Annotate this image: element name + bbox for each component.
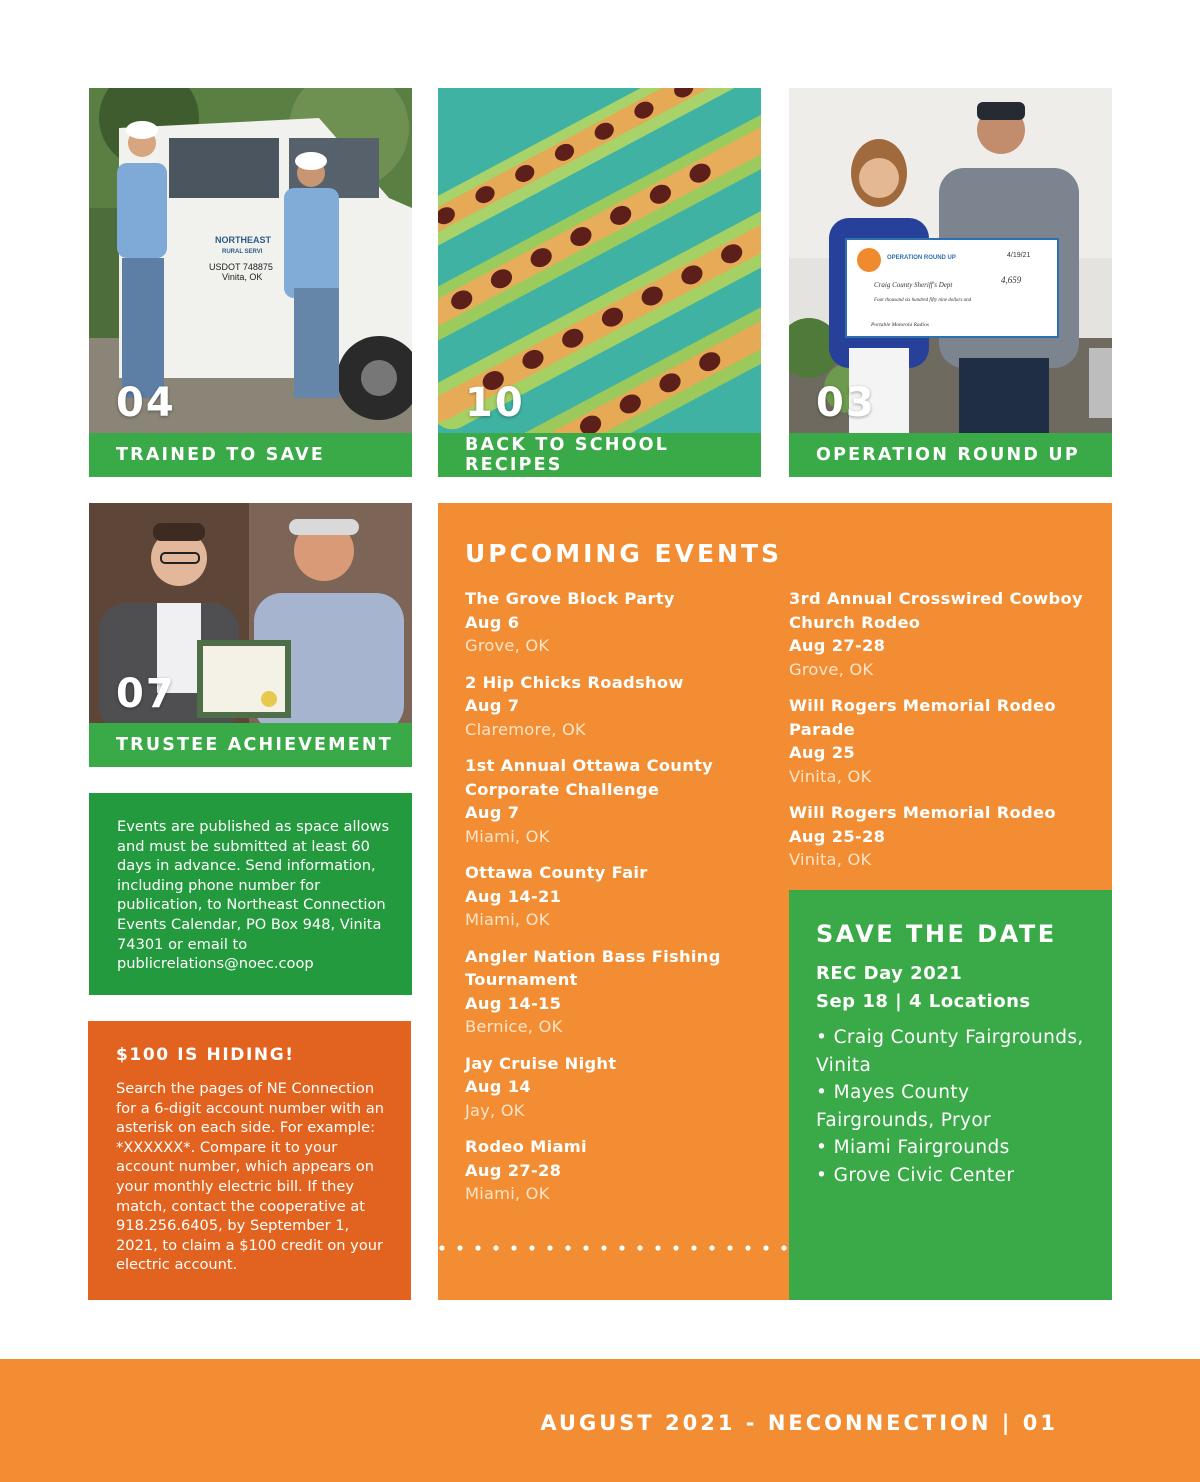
feature-card-trained-to-save[interactable] bbox=[89, 88, 412, 477]
event-item bbox=[465, 671, 740, 742]
event-date: Aug 7 bbox=[465, 803, 520, 822]
location-item: • Mayes County Fairgrounds, Pryor bbox=[816, 1082, 992, 1131]
footer-issue-label: AUGUST 2021 - NECONNECTION | 01 bbox=[540, 1411, 1058, 1435]
event-title: 3rd Annual Crosswired Cowboy Church Rodeo bbox=[789, 589, 1083, 632]
event-title: The Grove Block Party bbox=[465, 589, 675, 608]
contest-title: $100 IS HIDING! bbox=[116, 1045, 295, 1065]
feature-card-back-to-school-recipes[interactable] bbox=[438, 88, 761, 477]
page-footer bbox=[0, 1359, 1200, 1482]
event-place: Grove, OK bbox=[789, 659, 874, 679]
event-date: Aug 27-28 bbox=[465, 1160, 562, 1180]
event-title: Rodeo Miami bbox=[465, 1137, 587, 1156]
contest-body: Search the pages of NE Connection for a 6-digit account number with an asterisk on each side. For example: *XXXXXX*. Compare it to your account number, which appears on your monthly electric bill. If they match, contact the cooperative at 918.256.6405, by September 1, 2021, to claim a $100 credit on your electric account. bbox=[116, 1080, 385, 1274]
check-date: 4/19/21 bbox=[1007, 252, 1031, 259]
event-title: Will Rogers Memorial Rodeo bbox=[789, 803, 1056, 822]
feature-card-operation-round-up[interactable] bbox=[789, 88, 1112, 477]
events-left-column bbox=[465, 587, 740, 1219]
feature-label-bar bbox=[438, 433, 761, 477]
location-item: • Miami Fairgrounds bbox=[816, 1137, 1010, 1158]
event-date: Aug 27-28 bbox=[789, 636, 886, 655]
event-title: Ottawa County Fair bbox=[465, 863, 648, 882]
event-date: Aug 14-21 bbox=[465, 886, 562, 906]
event-place: Miami, OK bbox=[465, 826, 550, 846]
event-date: Aug 25 bbox=[789, 743, 855, 762]
truck-logo-text: NORTHEAST bbox=[215, 235, 271, 245]
save-the-date-event: REC Day 2021 bbox=[816, 963, 963, 984]
event-place: Vinita, OK bbox=[789, 850, 872, 869]
event-item bbox=[465, 1135, 740, 1206]
location-item: • Grove Civic Center bbox=[816, 1164, 1015, 1186]
truck-logo-subtext: RURAL SERVI bbox=[222, 249, 263, 255]
event-item bbox=[465, 945, 740, 1039]
event-place: Bernice, OK bbox=[465, 1017, 563, 1036]
check-memo: Portable Motorola Radios bbox=[871, 322, 929, 328]
events-submission-notice bbox=[89, 793, 412, 995]
event-date: Aug 14-15 bbox=[465, 993, 562, 1013]
events-right-column bbox=[789, 587, 1089, 885]
event-date: Aug 6 bbox=[465, 612, 520, 632]
event-place: Miami, OK bbox=[465, 1184, 550, 1203]
event-item bbox=[789, 801, 1089, 872]
feature-label: OPERATION ROUND UP bbox=[816, 445, 1080, 465]
check-header: OPERATION ROUND UP bbox=[887, 255, 956, 261]
check-payee: Craig County Sheriff's Dept bbox=[874, 281, 953, 289]
page-number: 04 bbox=[116, 380, 176, 426]
event-date: Aug 7 bbox=[465, 696, 520, 715]
event-item bbox=[465, 587, 740, 658]
truck-city-text: Vinita, OK bbox=[222, 272, 263, 282]
dotted-divider bbox=[438, 1243, 788, 1253]
truck-usdot-text: USDOT 748875 bbox=[209, 262, 273, 272]
events-submission-text: Events are published as space allows and must be submitted at least 60 days in advance. Send information, including phone number for publication, to Northeast Connection Events Calendar, PO Box 948, Vinita 74301 or email to publicrelations@noec.coop bbox=[117, 818, 390, 973]
event-item bbox=[465, 861, 740, 932]
save-the-date-locations bbox=[816, 1024, 1092, 1189]
page-number: 03 bbox=[816, 380, 876, 426]
event-title: 1st Annual Ottawa County Corporate Challenge bbox=[465, 756, 714, 799]
check-amount: 4,659 bbox=[1001, 275, 1022, 285]
feature-label-bar bbox=[89, 723, 412, 767]
save-the-date-title: SAVE THE DATE bbox=[816, 920, 1057, 948]
event-place: Jay, OK bbox=[465, 1100, 525, 1120]
event-place: Miami, OK bbox=[465, 910, 550, 929]
save-the-date-when: Sep 18 | 4 Locations bbox=[816, 991, 1031, 1012]
event-date: Aug 25-28 bbox=[789, 826, 886, 846]
feature-label: TRUSTEE ACHIEVEMENT bbox=[116, 735, 393, 755]
event-title: Jay Cruise Night bbox=[465, 1053, 617, 1073]
event-date: Aug 14 bbox=[465, 1077, 531, 1096]
event-title: 2 Hip Chicks Roadshow bbox=[465, 672, 684, 692]
hidden-account-contest bbox=[88, 1021, 411, 1300]
check-amount-words: Four thousand six hundred fifty nine dollars and bbox=[874, 298, 972, 303]
event-title: Will Rogers Memorial Rodeo Parade bbox=[789, 696, 1056, 739]
location-item: • Craig County Fairgrounds, Vinita bbox=[816, 1027, 1084, 1076]
event-title: Angler Nation Bass Fishing Tournament bbox=[465, 946, 721, 989]
event-place: Vinita, OK bbox=[789, 766, 872, 786]
page-number: 07 bbox=[116, 671, 176, 717]
feature-card-trustee-achievement[interactable] bbox=[89, 503, 412, 767]
page-number: 10 bbox=[465, 380, 525, 426]
event-place: Grove, OK bbox=[465, 636, 550, 655]
feature-label-bar bbox=[89, 433, 412, 477]
feature-label-bar bbox=[789, 433, 1112, 477]
event-item bbox=[465, 754, 740, 848]
feature-label: TRAINED TO SAVE bbox=[116, 445, 326, 465]
event-place: Claremore, OK bbox=[465, 719, 586, 739]
upcoming-events-title: UPCOMING EVENTS bbox=[465, 539, 783, 568]
feature-label: BACK TO SCHOOL RECIPES bbox=[465, 435, 670, 475]
event-item bbox=[465, 1052, 740, 1123]
event-item bbox=[789, 587, 1089, 681]
save-the-date-box bbox=[789, 890, 1112, 1300]
event-item bbox=[789, 694, 1089, 788]
